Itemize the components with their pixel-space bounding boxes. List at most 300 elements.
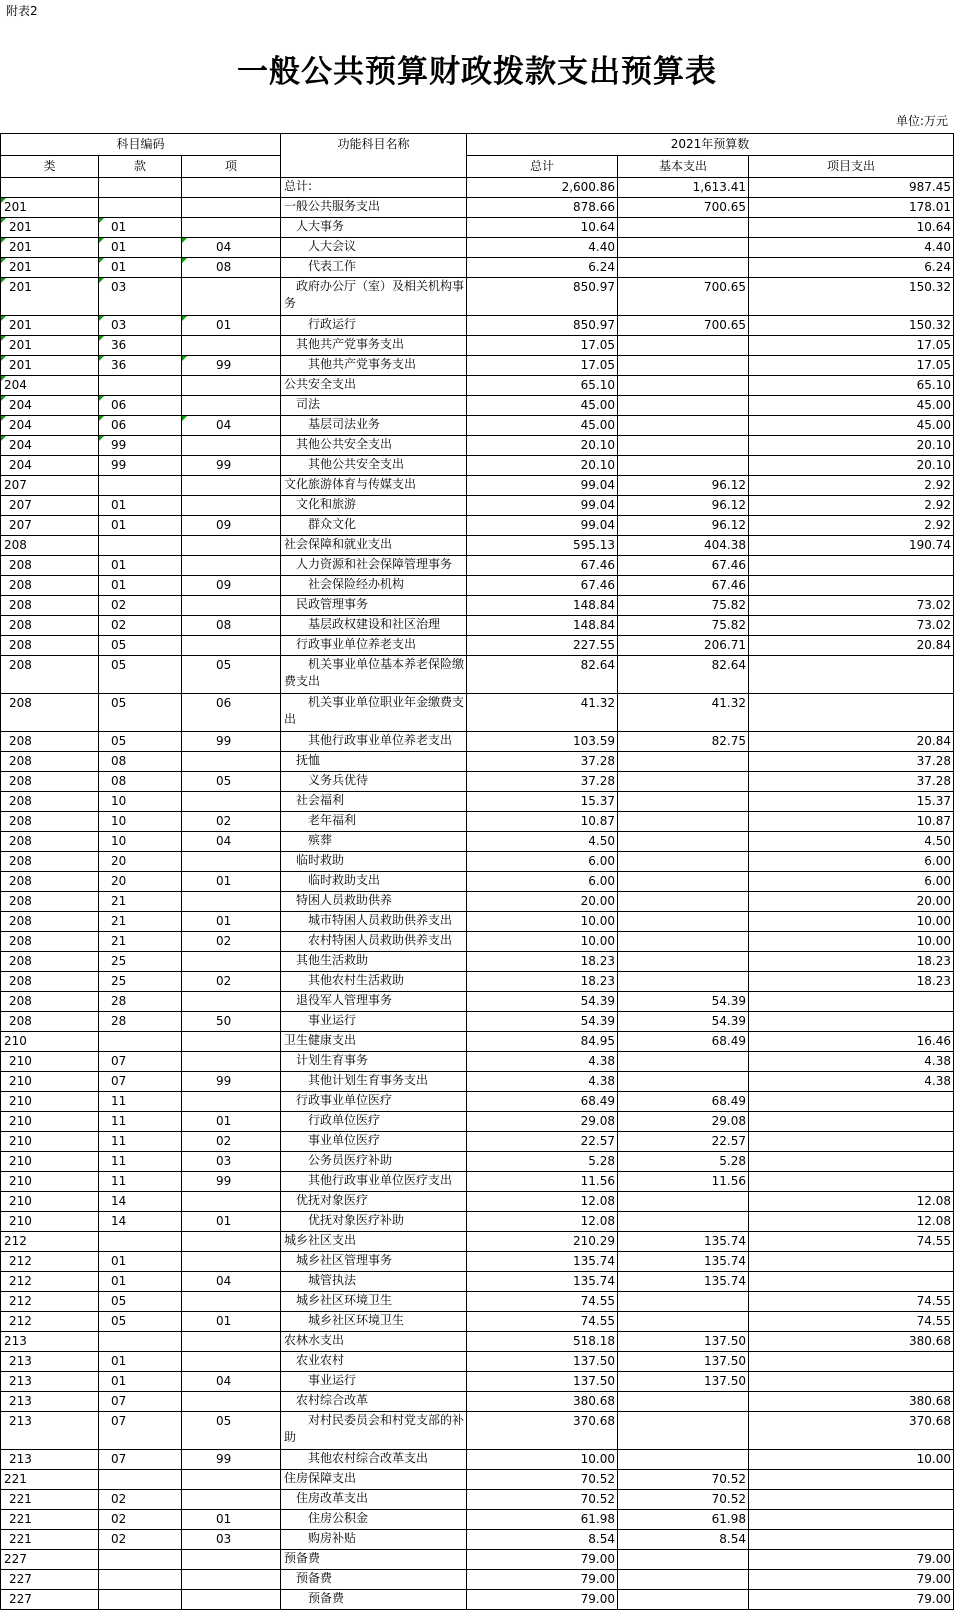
- cell-lei: 208: [1, 1012, 99, 1032]
- cell-lei: 208: [1, 912, 99, 932]
- cell-project: [749, 992, 954, 1012]
- cell-function-name: 预备费: [281, 1590, 467, 1610]
- cell-function-name: 临时救助支出: [281, 872, 467, 892]
- cell-function-name: 计划生育事务: [281, 1052, 467, 1072]
- cell-lei: 208: [1, 972, 99, 992]
- cell-function-name: 临时救助: [281, 852, 467, 872]
- table-row: [1, 336, 954, 356]
- cell-lei: 201: [1, 238, 99, 258]
- cell-total: 518.18: [467, 1332, 618, 1352]
- cell-total: 148.84: [467, 616, 618, 636]
- cell-xiang: 01: [182, 1510, 281, 1530]
- cell-lei: 227: [1, 1570, 99, 1590]
- cell-project: 987.45: [749, 178, 954, 198]
- cell-xiang: 09: [182, 516, 281, 536]
- cell-kuan: [99, 1232, 182, 1252]
- header-kuan: 款: [99, 156, 182, 178]
- cell-project: 6.00: [749, 852, 954, 872]
- cell-project: 2.92: [749, 516, 954, 536]
- cell-total: 74.55: [467, 1292, 618, 1312]
- cell-lei: 208: [1, 872, 99, 892]
- cell-function-name: 殡葬: [281, 832, 467, 852]
- cell-basic: [618, 1052, 749, 1072]
- cell-project: 20.84: [749, 636, 954, 656]
- cell-total: 79.00: [467, 1590, 618, 1610]
- cell-xiang: 02: [182, 932, 281, 952]
- cell-kuan: [99, 476, 182, 496]
- cell-basic: 404.38: [618, 536, 749, 556]
- cell-lei: 208: [1, 576, 99, 596]
- cell-total: 45.00: [467, 416, 618, 436]
- cell-total: 137.50: [467, 1352, 618, 1372]
- cell-xiang: [182, 1192, 281, 1212]
- cell-function-name: 机关事业单位基本养老保险缴费支出: [281, 656, 467, 694]
- cell-xiang: 02: [182, 1132, 281, 1152]
- table-row: [1, 892, 954, 912]
- cell-lei: 210: [1, 1212, 99, 1232]
- cell-kuan: 01: [99, 556, 182, 576]
- cell-basic: 67.46: [618, 576, 749, 596]
- cell-kuan: 20: [99, 872, 182, 892]
- cell-xiang: [182, 496, 281, 516]
- cell-project: [749, 1490, 954, 1510]
- cell-lei: 201: [1, 218, 99, 238]
- cell-kuan: [99, 1470, 182, 1490]
- cell-basic: 41.32: [618, 694, 749, 732]
- table-row: [1, 516, 954, 536]
- cell-total: 99.04: [467, 496, 618, 516]
- table-row: [1, 1112, 954, 1132]
- cell-xiang: [182, 396, 281, 416]
- cell-total: 850.97: [467, 316, 618, 336]
- table-row: [1, 852, 954, 872]
- cell-kuan: 36: [99, 356, 182, 376]
- table-row: [1, 316, 954, 336]
- cell-xiang: [182, 1590, 281, 1610]
- cell-total: 8.54: [467, 1530, 618, 1550]
- cell-kuan: 25: [99, 952, 182, 972]
- cell-xiang: [182, 436, 281, 456]
- table-row: [1, 932, 954, 952]
- cell-basic: 5.28: [618, 1152, 749, 1172]
- table-row: [1, 396, 954, 416]
- table-row: [1, 436, 954, 456]
- cell-basic: [618, 832, 749, 852]
- cell-project: [749, 1152, 954, 1172]
- cell-basic: [618, 1212, 749, 1232]
- cell-xiang: [182, 376, 281, 396]
- cell-kuan: 10: [99, 832, 182, 852]
- cell-lei: 201: [1, 198, 99, 218]
- cell-lei: 227: [1, 1550, 99, 1570]
- cell-total: 20.00: [467, 892, 618, 912]
- cell-total: 4.38: [467, 1052, 618, 1072]
- cell-basic: 75.82: [618, 596, 749, 616]
- cell-lei: [1, 178, 99, 198]
- cell-xiang: [182, 992, 281, 1012]
- cell-lei: 210: [1, 1132, 99, 1152]
- cell-basic: [618, 932, 749, 952]
- cell-basic: 70.52: [618, 1490, 749, 1510]
- cell-xiang: [182, 1550, 281, 1570]
- cell-kuan: 20: [99, 852, 182, 872]
- cell-basic: [618, 772, 749, 792]
- table-row: [1, 1372, 954, 1392]
- cell-function-name: 行政事业单位医疗: [281, 1092, 467, 1112]
- cell-basic: [618, 752, 749, 772]
- cell-xiang: 01: [182, 1212, 281, 1232]
- cell-project: 12.08: [749, 1212, 954, 1232]
- cell-project: 17.05: [749, 336, 954, 356]
- header-total: 总计: [467, 156, 618, 178]
- header-row-sub: [1, 156, 954, 178]
- cell-function-name: 城市特困人员救助供养支出: [281, 912, 467, 932]
- table-row: [1, 872, 954, 892]
- cell-project: 4.38: [749, 1072, 954, 1092]
- cell-lei: 208: [1, 596, 99, 616]
- cell-project: 18.23: [749, 972, 954, 992]
- table-row: [1, 694, 954, 732]
- cell-kuan: [99, 1570, 182, 1590]
- cell-lei: 208: [1, 772, 99, 792]
- cell-function-name: 基层司法业务: [281, 416, 467, 436]
- cell-function-name: 义务兵优待: [281, 772, 467, 792]
- cell-project: [749, 1470, 954, 1490]
- cell-total: 10.00: [467, 912, 618, 932]
- cell-total: 878.66: [467, 198, 618, 218]
- table-row: [1, 1192, 954, 1212]
- cell-total: 4.50: [467, 832, 618, 852]
- cell-total: 10.64: [467, 218, 618, 238]
- cell-project: 74.55: [749, 1232, 954, 1252]
- cell-function-name: 城乡社区环境卫生: [281, 1292, 467, 1312]
- cell-project: [749, 1352, 954, 1372]
- cell-lei: 210: [1, 1152, 99, 1172]
- cell-total: 380.68: [467, 1392, 618, 1412]
- cell-basic: 135.74: [618, 1232, 749, 1252]
- cell-kuan: 01: [99, 1372, 182, 1392]
- unit-label: 单位:万元: [895, 114, 948, 128]
- cell-kuan: 05: [99, 656, 182, 694]
- cell-function-name: 政府办公厅（室）及相关机构事务: [281, 278, 467, 316]
- cell-xiang: 01: [182, 912, 281, 932]
- table-row: [1, 238, 954, 258]
- cell-function-name: 住房保障支出: [281, 1470, 467, 1490]
- table-row: [1, 258, 954, 278]
- cell-total: 12.08: [467, 1192, 618, 1212]
- cell-xiang: [182, 1352, 281, 1372]
- cell-function-name: 优抚对象医疗补助: [281, 1212, 467, 1232]
- table-row: [1, 832, 954, 852]
- cell-basic: [618, 1192, 749, 1212]
- cell-project: 370.68: [749, 1412, 954, 1450]
- cell-xiang: 99: [182, 1172, 281, 1192]
- cell-basic: [618, 1292, 749, 1312]
- cell-function-name: 文化和旅游: [281, 496, 467, 516]
- cell-basic: 68.49: [618, 1032, 749, 1052]
- cell-total: 148.84: [467, 596, 618, 616]
- cell-kuan: 21: [99, 932, 182, 952]
- cell-project: 150.32: [749, 316, 954, 336]
- cell-lei: 212: [1, 1312, 99, 1332]
- cell-project: 20.10: [749, 436, 954, 456]
- cell-lei: 208: [1, 992, 99, 1012]
- cell-function-name: 城乡社区支出: [281, 1232, 467, 1252]
- cell-basic: [618, 1450, 749, 1470]
- cell-project: [749, 1252, 954, 1272]
- cell-total: 137.50: [467, 1372, 618, 1392]
- cell-project: 10.64: [749, 218, 954, 238]
- cell-function-name: 住房改革支出: [281, 1490, 467, 1510]
- cell-project: 37.28: [749, 752, 954, 772]
- table-row: [1, 536, 954, 556]
- cell-basic: 82.64: [618, 656, 749, 694]
- cell-basic: [618, 1412, 749, 1450]
- cell-total: 11.56: [467, 1172, 618, 1192]
- cell-xiang: [182, 218, 281, 238]
- cell-project: 10.00: [749, 932, 954, 952]
- cell-project: 74.55: [749, 1312, 954, 1332]
- cell-kuan: 07: [99, 1392, 182, 1412]
- cell-xiang: 04: [182, 1372, 281, 1392]
- table-row: [1, 1412, 954, 1450]
- cell-total: 370.68: [467, 1412, 618, 1450]
- table-row: [1, 1272, 954, 1292]
- cell-kuan: 07: [99, 1072, 182, 1092]
- cell-xiang: 99: [182, 356, 281, 376]
- cell-lei: 208: [1, 752, 99, 772]
- cell-project: [749, 576, 954, 596]
- cell-function-name: 社会福利: [281, 792, 467, 812]
- cell-kuan: 21: [99, 912, 182, 932]
- cell-xiang: [182, 1252, 281, 1272]
- cell-basic: 700.65: [618, 198, 749, 218]
- table-row: [1, 1032, 954, 1052]
- cell-lei: 212: [1, 1252, 99, 1272]
- cell-xiang: [182, 536, 281, 556]
- cell-lei: 213: [1, 1412, 99, 1450]
- cell-xiang: 99: [182, 1072, 281, 1092]
- cell-xiang: 05: [182, 1412, 281, 1450]
- cell-function-name: 人大事务: [281, 218, 467, 238]
- cell-basic: [618, 812, 749, 832]
- table-row: [1, 1392, 954, 1412]
- cell-lei: 208: [1, 556, 99, 576]
- cell-basic: [618, 1570, 749, 1590]
- cell-total: 22.57: [467, 1132, 618, 1152]
- cell-total: 17.05: [467, 336, 618, 356]
- table-row: [1, 376, 954, 396]
- cell-basic: [618, 1392, 749, 1412]
- cell-total: 12.08: [467, 1212, 618, 1232]
- cell-basic: [618, 336, 749, 356]
- cell-xiang: 08: [182, 616, 281, 636]
- cell-xiang: [182, 476, 281, 496]
- header-xiang: 项: [182, 156, 281, 178]
- cell-lei: 210: [1, 1092, 99, 1112]
- table-row: [1, 1590, 954, 1610]
- cell-function-name: 其他公共安全支出: [281, 456, 467, 476]
- cell-total: 10.00: [467, 1450, 618, 1470]
- cell-project: [749, 694, 954, 732]
- cell-function-name: 优抚对象医疗: [281, 1192, 467, 1212]
- cell-project: 65.10: [749, 376, 954, 396]
- cell-lei: 210: [1, 1112, 99, 1132]
- cell-kuan: 05: [99, 694, 182, 732]
- cell-kuan: 14: [99, 1212, 182, 1232]
- cell-basic: 22.57: [618, 1132, 749, 1152]
- cell-lei: 201: [1, 278, 99, 316]
- table-row: [1, 218, 954, 238]
- cell-kuan: [99, 1332, 182, 1352]
- table-row: [1, 636, 954, 656]
- cell-total: 10.00: [467, 932, 618, 952]
- table-row: [1, 656, 954, 694]
- cell-total: 20.10: [467, 456, 618, 476]
- cell-lei: 213: [1, 1332, 99, 1352]
- cell-kuan: 05: [99, 1292, 182, 1312]
- cell-total: 2,600.86: [467, 178, 618, 198]
- cell-kuan: [99, 178, 182, 198]
- cell-project: 6.00: [749, 872, 954, 892]
- cell-basic: [618, 1590, 749, 1610]
- cell-xiang: [182, 636, 281, 656]
- cell-xiang: 03: [182, 1530, 281, 1550]
- table-row: [1, 1550, 954, 1570]
- cell-basic: [618, 258, 749, 278]
- cell-lei: 208: [1, 616, 99, 636]
- cell-project: 20.00: [749, 892, 954, 912]
- cell-total: 135.74: [467, 1252, 618, 1272]
- cell-kuan: 01: [99, 1272, 182, 1292]
- table-body: [1, 178, 954, 1610]
- cell-kuan: 01: [99, 1352, 182, 1372]
- cell-function-name: 公共安全支出: [281, 376, 467, 396]
- cell-project: 17.05: [749, 356, 954, 376]
- cell-function-name: 行政运行: [281, 316, 467, 336]
- cell-project: 10.00: [749, 1450, 954, 1470]
- cell-function-name: 其他农村生活救助: [281, 972, 467, 992]
- cell-project: 380.68: [749, 1332, 954, 1352]
- cell-kuan: 08: [99, 772, 182, 792]
- cell-total: 79.00: [467, 1550, 618, 1570]
- cell-total: 84.95: [467, 1032, 618, 1052]
- cell-kuan: 11: [99, 1092, 182, 1112]
- cell-project: 12.08: [749, 1192, 954, 1212]
- cell-function-name: 城管执法: [281, 1272, 467, 1292]
- header-function-name: 功能科目名称: [281, 134, 467, 178]
- cell-lei: 210: [1, 1032, 99, 1052]
- cell-total: 54.39: [467, 1012, 618, 1032]
- cell-function-name: 其他行政事业单位医疗支出: [281, 1172, 467, 1192]
- cell-xiang: 06: [182, 694, 281, 732]
- cell-total: 67.46: [467, 556, 618, 576]
- header-row-top: [1, 134, 954, 156]
- cell-total: 210.29: [467, 1232, 618, 1252]
- cell-basic: 206.71: [618, 636, 749, 656]
- cell-lei: 208: [1, 636, 99, 656]
- cell-total: 5.28: [467, 1152, 618, 1172]
- cell-xiang: [182, 556, 281, 576]
- cell-basic: [618, 396, 749, 416]
- cell-lei: 208: [1, 892, 99, 912]
- cell-function-name: 文化旅游体育与传媒支出: [281, 476, 467, 496]
- cell-total: 850.97: [467, 278, 618, 316]
- cell-total: 45.00: [467, 396, 618, 416]
- cell-function-name: 老年福利: [281, 812, 467, 832]
- cell-total: 37.28: [467, 772, 618, 792]
- cell-lei: 208: [1, 792, 99, 812]
- cell-xiang: 04: [182, 416, 281, 436]
- cell-project: 74.55: [749, 1292, 954, 1312]
- header-basic: 基本支出: [618, 156, 749, 178]
- cell-xiang: [182, 752, 281, 772]
- cell-xiang: 99: [182, 1450, 281, 1470]
- cell-total: 68.49: [467, 1092, 618, 1112]
- cell-total: 4.38: [467, 1072, 618, 1092]
- cell-lei: 210: [1, 1172, 99, 1192]
- table-row: [1, 416, 954, 436]
- cell-function-name: 其他生活救助: [281, 952, 467, 972]
- cell-function-name: 一般公共服务支出: [281, 198, 467, 218]
- table-row: [1, 198, 954, 218]
- cell-project: 4.38: [749, 1052, 954, 1072]
- cell-xiang: [182, 1232, 281, 1252]
- cell-xiang: [182, 178, 281, 198]
- cell-basic: 700.65: [618, 278, 749, 316]
- cell-lei: 208: [1, 832, 99, 852]
- cell-basic: 137.50: [618, 1352, 749, 1372]
- header-budget-year: 2021年预算数: [467, 134, 954, 156]
- cell-project: [749, 1530, 954, 1550]
- cell-project: 4.40: [749, 238, 954, 258]
- cell-function-name: 人力资源和社会保障管理事务: [281, 556, 467, 576]
- cell-total: 67.46: [467, 576, 618, 596]
- cell-basic: 61.98: [618, 1510, 749, 1530]
- cell-project: 2.92: [749, 496, 954, 516]
- cell-lei: 208: [1, 812, 99, 832]
- cell-function-name: 人大会议: [281, 238, 467, 258]
- cell-basic: 67.46: [618, 556, 749, 576]
- cell-xiang: [182, 1332, 281, 1352]
- cell-total: 4.40: [467, 238, 618, 258]
- cell-project: 79.00: [749, 1570, 954, 1590]
- cell-basic: 135.74: [618, 1272, 749, 1292]
- cell-lei: 204: [1, 456, 99, 476]
- cell-xiang: [182, 1052, 281, 1072]
- cell-function-name: 事业单位医疗: [281, 1132, 467, 1152]
- cell-basic: 54.39: [618, 992, 749, 1012]
- cell-lei: 204: [1, 436, 99, 456]
- cell-basic: 137.50: [618, 1372, 749, 1392]
- cell-total: 6.24: [467, 258, 618, 278]
- cell-kuan: [99, 376, 182, 396]
- cell-project: 10.00: [749, 912, 954, 932]
- cell-xiang: [182, 1570, 281, 1590]
- cell-kuan: 06: [99, 416, 182, 436]
- cell-lei: 213: [1, 1392, 99, 1412]
- cell-total: 65.10: [467, 376, 618, 396]
- cell-project: [749, 1510, 954, 1530]
- cell-lei: 210: [1, 1052, 99, 1072]
- cell-function-name: 社会保障和就业支出: [281, 536, 467, 556]
- cell-project: 2.92: [749, 476, 954, 496]
- cell-basic: [618, 792, 749, 812]
- cell-basic: 1,613.41: [618, 178, 749, 198]
- cell-project: 15.37: [749, 792, 954, 812]
- cell-basic: 135.74: [618, 1252, 749, 1272]
- table-row: [1, 456, 954, 476]
